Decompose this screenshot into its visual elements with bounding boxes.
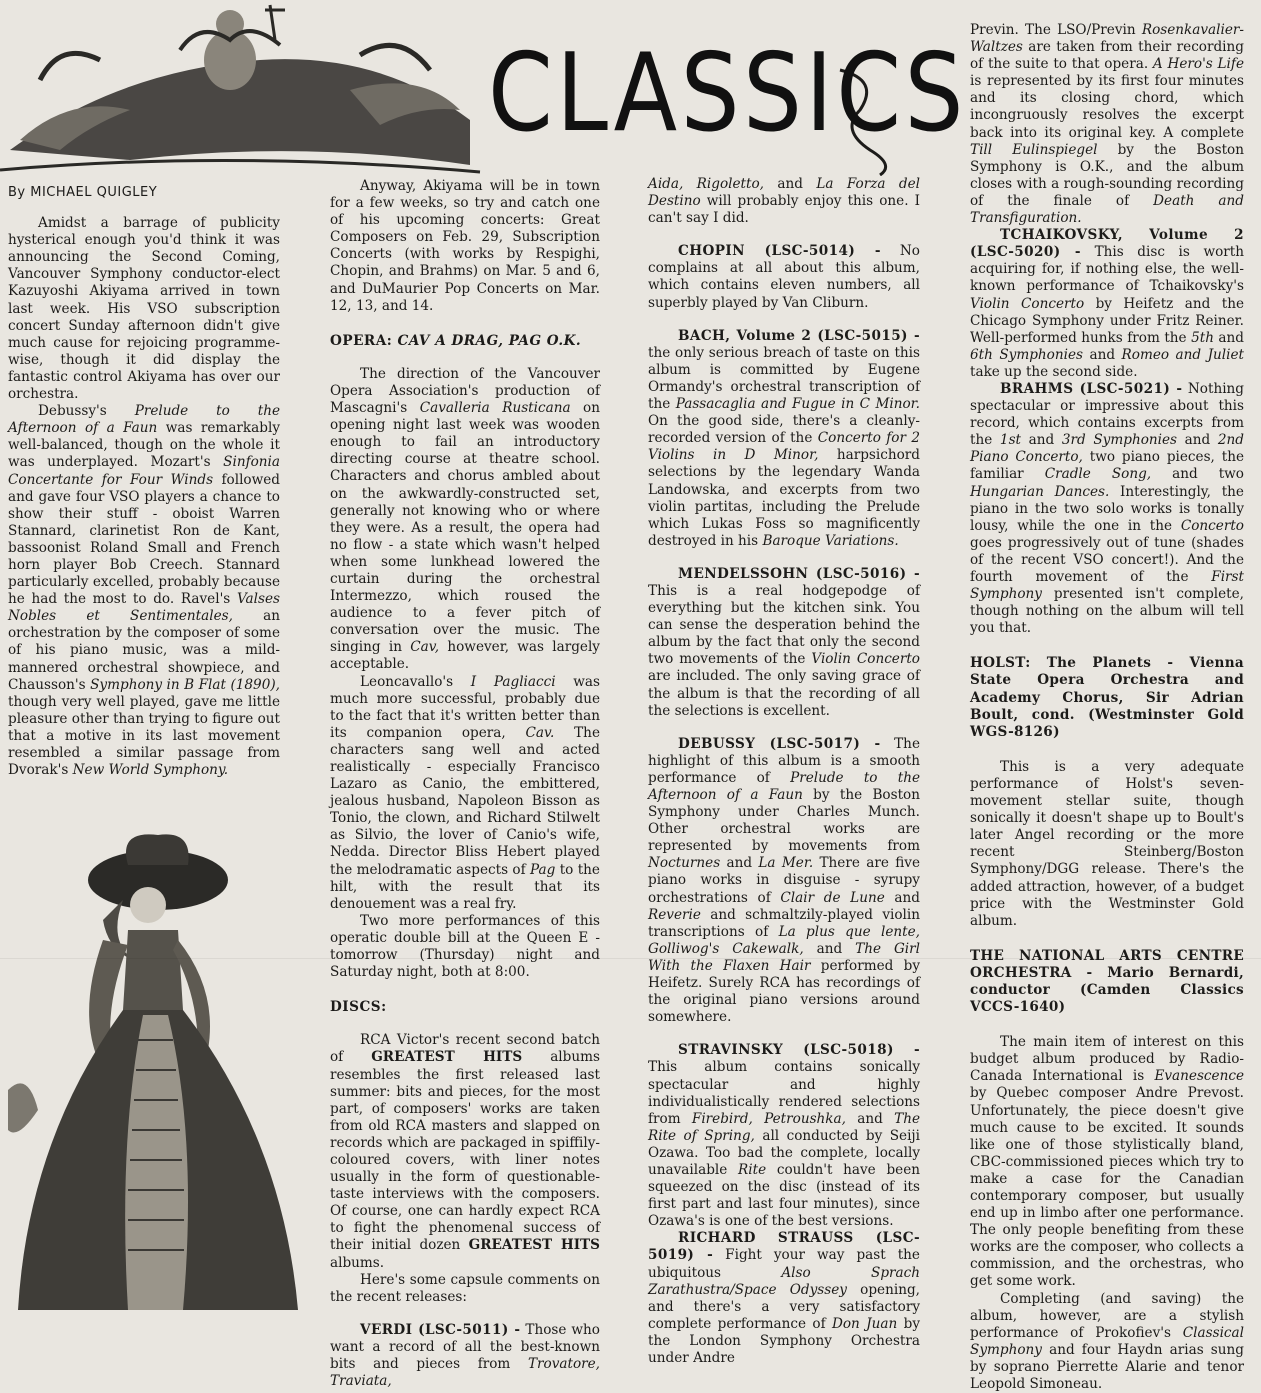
- byline: By MICHAEL QUIGLEY: [8, 185, 158, 200]
- nac-heading: THE NATIONAL ARTS CENTRE ORCHESTRA - Mario Bernardi, conductor (Camden Classics VCCS-1640): [970, 947, 1244, 1016]
- tchaikovsky-review: TCHAIKOVSKY, Volume 2 (LSC-5020) - This disc is worth acquiring for, if nothing else, the well-known performance of Tchaikovsky's Violin Concerto by Heifetz and the Chicago Symphony under Fritz Reiner. Well-performed hunks from the 5th and 6th Symphonies and Romeo and Juliet take up the second side.: [970, 227, 1245, 380]
- discs-heading: DISCS:: [330, 999, 387, 1016]
- paragraph: The direction of the Vancouver Opera Association's production of Mascagni's Cavalleria Rusticana on opening night last week was wooden enough to fail an introductory directing course at theatre school. Characters and chorus ambled about on the awkwardly-constructed set, generally not knowing who or where they were. As a result, the opera had no flow - a state which wasn't helped when some lunkhead lowered the curtain during the orchestral Intermezzo, which roused the audience to a fever pitch of conversation over the music. The singing in Cav, however, was largely acceptable.: [330, 365, 600, 673]
- masthead-title: CLASSICS: [488, 31, 967, 156]
- strauss-review: RICHARD STRAUSS (LSC-5019) - Fight your way past the ubiquitous Also Sprach Zarathustra/Space Odyssey opening, and there's a very satisfactory complete performance of Don Juan by the London Symphony Orchestra under Andre: [648, 1230, 920, 1366]
- illustration-lady: [8, 810, 308, 1310]
- nac-review: The main item of interest on this budget album produced by Radio-Canada International is Evanescence by Quebec composer Andre Prevost. Unfortunately, the piece doesn't give much cause to be excited. It sounds like one of those stylistically bland, CBC-commissioned pieces which try to make a case for the Canadian contemporary composer, but usually end up in limbo after one performance. The only people benefiting from these works are the composer, who collects a commission, and the orchestras, who get some work.: [970, 1034, 1244, 1290]
- nac-review-closing: Completing (and saving) the album, however, are a stylish performance of Prokofiev's Classical Symphony and four Haydn arias sung by soprano Pierrette Alarie and tenor Leopold Simoneau.: [970, 1290, 1244, 1393]
- holst-review: This is a very adequate performance of Holst's seven-movement stellar suite, though sonically it doesn't shape up to Boult's later Angel recording or the more recent Steinberg/Boston Symphony/DGG release. There's the added attraction, however, of a budget price with the Westminster Gold album.: [970, 758, 1244, 929]
- debussy-review: DEBUSSY (LSC-5017) - The highlight of this album is a smooth performance of Prelude to the Afternoon of a Faun by the Boston Symphony under Charles Munch. Other orchestral works are represented by movements from Nocturnes and La Mer. There are five piano works in disguise - syrupy orchestrations of Clair de Lune and Reverie and schmaltzily-played violin transcriptions of La plus que lente, Golliwog's Cakewalk, and The Girl With the Flaxen Hair performed by Heifetz. Surely RCA has recordings of the original piano versions around somewhere.: [648, 735, 920, 1026]
- column-3: [648, 176, 920, 1367]
- verdi-review: VERDI (LSC-5011) - Those who want a record of all the best-known bits and pieces from Trovatore, Traviata,: [330, 1321, 600, 1390]
- paragraph: Here's some capsule comments on the recent releases:: [330, 1271, 600, 1305]
- strauss-review-cont: Previn. The LSO/Previn Rosenkavalier-Waltzes are taken from their recording of the suite to that opera. A Hero's Life is represented by its first four minutes and its closing chord, which incongruously resolves the excerpt back into its original key. A complete Till Eulinspiegel by the Boston Symphony is O.K., and the album closes with a rough-sounding recording of the finale of Death and Transfiguration.: [970, 22, 1244, 227]
- holst-heading: HOLST: The Planets - Vienna State Opera Orchestra and Academy Chorus, Sir Adrian Boult, cond. (Westminster Gold WGS-8126): [970, 655, 1244, 740]
- opera-heading: OPERA: CAV A DRAG, PAG O.K.: [330, 332, 582, 349]
- bach-review: BACH, Volume 2 (LSC-5015) - the only serious breach of taste on this album is committed by Eugene Ormandy's orchestral transcription of the Passacaglia and Fugue in C Minor. On the good side, there's a cleanly-recorded version of the Concerto for 2 Violins in D Minor, harpsichord selections by the legendary Wanda Landowska, and excerpts from two violin partitas, including the Prelude which Lukas Foss so magnificently destroyed in his Baroque Variations.: [648, 327, 920, 549]
- column-2: [330, 178, 600, 1390]
- column-1: [8, 184, 280, 779]
- paragraph: Anyway, Akiyama will be in town for a few weeks, so try and catch one of his upcoming concerts: Great Composers on Feb. 29, Subscription Concerts (with works by Respighi, Chopin, and Brahms) on Mar. 5 and 6, and DuMaurier Pop Concerts on Mar. 12, 13, and 14.: [330, 178, 600, 314]
- paragraph: Two more performances of this operatic double bill at the Queen E - tomorrow (Thursday) night and Saturday night, both at 8:00.: [330, 912, 600, 981]
- mendelssohn-review: MENDELSSOHN (LSC-5016) - This is a real hodgepodge of everything but the kitchen sink. You can sense the desperation behind the album by the fact that only the second two movements of the Violin Concerto are included. The only saving grace of the album is that the recording of all the selections is excellent.: [648, 565, 920, 719]
- chopin-review: CHOPIN (LSC-5014) - No complains at all about this album, which contains eleven numbers, all superbly played by Van Cliburn.: [648, 243, 920, 311]
- brahms-review: BRAHMS (LSC-5021) - Nothing spectacular or impressive about this record, which contains excerpts from the 1st and 3rd Symphonies and 2nd Piano Concerto, two piano pieces, the familiar Cradle Song, and two Hungarian Dances. Interestingly, the piano in the two solo works is tonally lousy, while the one in the Concerto goes progressively out of tune (shades of the recent VSO concert!). And the fourth movement of the First Symphony presented isn't complete, though nothing on the album will tell you that.: [970, 380, 1244, 637]
- paragraph: Amidst a barrage of publicity hysterical enough you'd think it was announcing the Second Coming, Vancouver Symphony conductor-elect Kazuyoshi Akiyama arrived in town last week. His VSO subscription concert Sunday afternoon didn't give much cause for rejoicing programme-wise, though it did display the fantastic control Akiyama has over our orchestra.: [8, 215, 280, 403]
- column-4: [970, 22, 1244, 1393]
- paper-fold-line: [0, 958, 1261, 959]
- victorian-lady-illustration-icon: [8, 810, 308, 1310]
- stravinsky-review: STRAVINSKY (LSC-5018) - This album contains sonically spectacular and highly individualistically rendered selections from Firebird, Petroushka, and The Rite of Spring, all conducted by Seiji Ozawa. Too bad the complete, locally unavailable Rite couldn't have been squeezed on the disc (instead of its first part and last four minutes), since Ozawa's is one of the best versions.: [648, 1042, 920, 1230]
- verdi-review-cont: Aida, Rigoletto, and La Forza del Destino will probably enjoy this one. I can't say I did.: [648, 176, 920, 227]
- paragraph: Debussy's Prelude to the Afternoon of a Faun was remarkably well-balanced, though on the whole it was underplayed. Mozart's Sinfonia Concertante for Four Winds followed and gave four VSO players a chance to show their stuff - oboist Warren Stannard, clarinetist Ron de Kant, bassoonist Roland Small and French horn player Bob Creech. Stannard particularly excelled, probably because he had the most to do. Ravel's Valses Nobles et Sentimentales, an orchestration by the composer of some of his piano music, was a mild-mannered orchestral showpiece, and Chausson's Symphony in B Flat (1890), though very well played, gave me little pleasure other than trying to figure out that a motive in its last movement resembled a similar passage from Dvorak's New World Symphony.: [8, 403, 280, 779]
- paragraph: RCA Victor's recent second batch of GREATEST HITS albums resembles the first released last summer: bits and pieces, for the most part, of composers' works are taken from old RCA masters and slapped on records which are packaged in spiffily-coloured covers, with liner notes usually in the form of questionable-taste interviews with the composers. Of course, one can hardly expect RCA to fight the phenomenal success of their initial dozen GREATEST HITS albums.: [330, 1032, 600, 1271]
- paragraph: Leoncavallo's I Pagliacci was much more successful, probably due to the fact that it's written better than its companion opera, Cav. The characters sang well and acted realistically - especially Francisco Lazaro as Canio, the embittered, jealous husband, Napoleon Bisson as Tonio, the clown, and Richard Stilwelt as Silvio, the lover of Canio's wife, Nedda. Director Bliss Hebert played the melodramatic aspects of Pag to the hilt, with the result that its denouement was a real fry.: [330, 673, 600, 912]
